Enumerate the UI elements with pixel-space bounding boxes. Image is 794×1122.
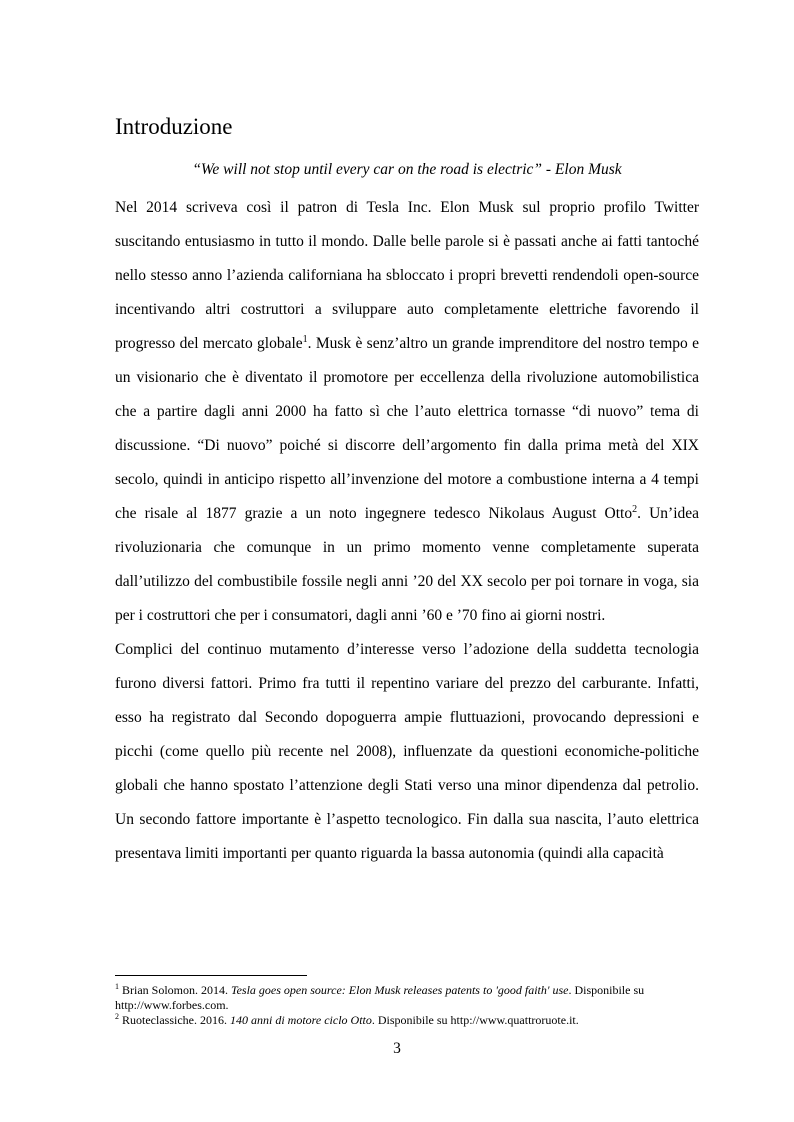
footnote-1-number: 1 (115, 982, 119, 991)
footnote-separator (115, 975, 307, 976)
paragraph-1-text-a: Nel 2014 scriveva così il patron di Tesla Inc. Elon Musk sul proprio profilo Twitter suscitando entusiasmo in tutto il mondo. Dalle belle parole si è passati anche ai fatti tantoché nello stesso anno l’azienda californiana ha sbloccato i propri brevetti rendendoli open-source incentivando altri costruttori a sviluppare auto completamente elettriche favorendo il progresso del mercato globale (115, 199, 699, 352)
footnote-1-prefix: Brian Solomon. 2014. (119, 983, 232, 997)
footnote-2-title: 140 anni di motore ciclo Otto (229, 1013, 372, 1027)
footnote-ref-1: 1 (302, 333, 308, 345)
footnote-1 (115, 983, 699, 1013)
paragraph-1-text-b: . Musk è senz’altro un grande imprenditore del nostro tempo e un visionario che è diventato il promotore per eccellenza della rivoluzione automobilistica che a partire dagli anni 2000 ha fatto sì che l’auto elettrica tornasse “di nuovo” tema di discussione. “Di nuovo” poiché si discorre dell’argomento fin dalla prima metà del XIX secolo, quindi in anticipo rispetto all’invenzione del motore a combustione interna a 4 tempi che risale al 1877 grazie a un noto ingegnere tedesco Nikolaus August Otto (115, 335, 699, 522)
footnote-2 (115, 1013, 699, 1028)
page-number: 3 (393, 1040, 401, 1057)
footnote-2-number: 2 (115, 1012, 119, 1021)
epigraph-quote: “We will not stop until every car on the road is electric” - Elon Musk (192, 161, 622, 178)
body-text (115, 191, 699, 871)
footnote-2-suffix: . Disponibile su http://www.quattroruote.it. (371, 1013, 579, 1027)
paragraph-1 (115, 191, 699, 633)
footnote-1-title: Tesla goes open source: Elon Musk releases patents to 'good faith' use (231, 983, 569, 997)
paragraph-2: Complici del continuo mutamento d’interesse verso l’adozione della suddetta tecnologia furono diversi fattori. Primo fra tutti il repentino variare del prezzo del carburante. Infatti, esso ha registrato dal Secondo dopoguerra ampie fluttuazioni, provocando depressioni e picchi (come quello più recente nel 2008), influenzate da questioni economiche-politiche globali che hanno spostato l’attenzione degli Stati verso una minor dipendenza dal petrolio. Un secondo fattore importante è l’aspetto tecnologico. Fin dalla sua nascita, l’auto elettrica presentava limiti importanti per quanto riguarda la bassa autonomia (quindi alla capacità (115, 641, 699, 862)
footnote-ref-2: 2 (632, 503, 638, 515)
footnotes (115, 983, 699, 1028)
paragraph-1-text-c: . Un’idea rivoluzionaria che comunque in un primo momento venne completamente superata dall’utilizzo del combustibile fossile negli anni ’20 del XX secolo per poi tornare in voga, sia per i costruttori che per i consumatori, dagli anni ’60 e ’70 fino ai giorni nostri. (115, 505, 700, 624)
section-heading: Introduzione (115, 114, 233, 139)
footnote-2-prefix: Ruoteclassiche. 2016. (119, 1013, 230, 1027)
footnote-1-suffix: . Disponibile su http://www.forbes.com. (115, 983, 645, 1012)
